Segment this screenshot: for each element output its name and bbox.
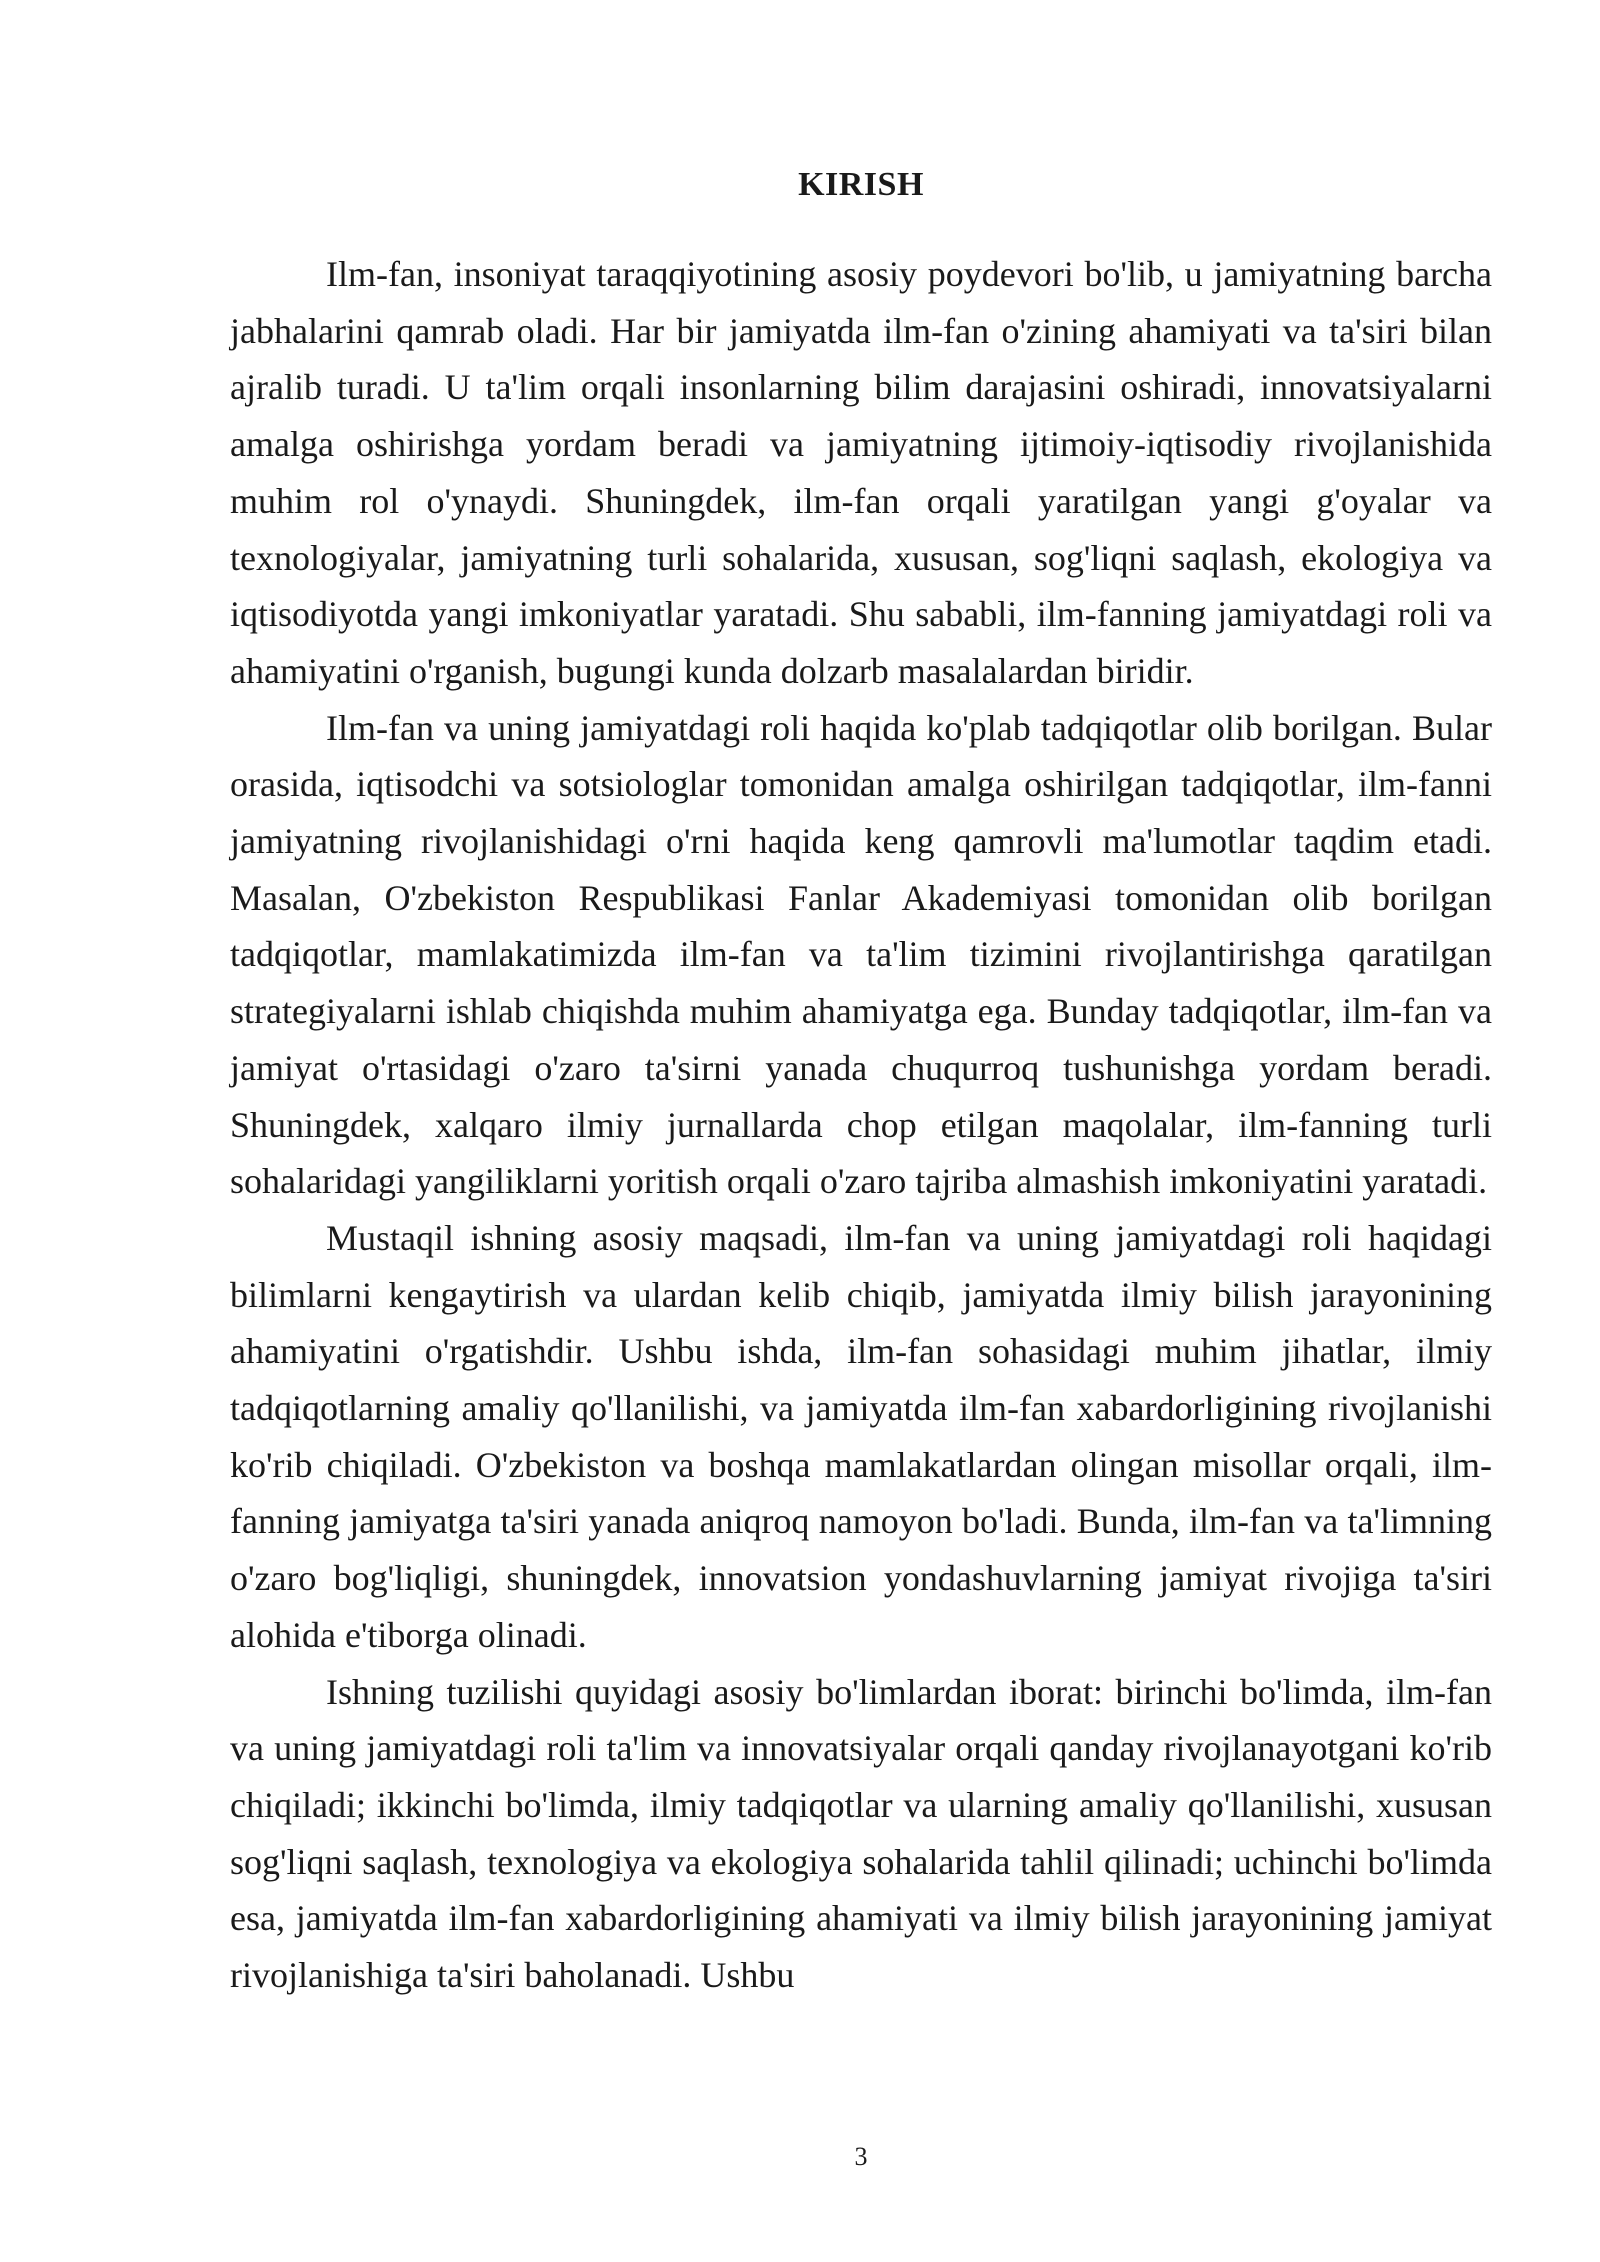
paragraph-4: Ishning tuzilishi quyidagi asosiy bo'limlardan iborat: birinchi bo'limda, ilm-fan va uning jamiyatdagi roli ta'lim va innovatsiyalar orqali qanday rivojlanayotgani ko'rib chiqiladi; ikkinchi bo'limda, ilmiy tadqiqotlar va ularning amaliy qo'llanilishi, xususan sog'liqni saqlash, texnologiya va ekologiya sohalarida tahlil qilinadi; uchinchi bo'limda esa, jamiyatda ilm-fan xabardorligining ahamiyati va ilmiy bilish jarayonining jamiyat rivojlanishiga ta'siri baholanadi. Ushbu — [230, 1671, 1492, 1996]
paragraph-2: Ilm-fan va uning jamiyatdagi roli haqida ko'plab tadqiqotlar olib borilgan. Bular orasida, iqtisodchi va sotsiologlar tomonidan amalga oshirilgan tadqiqotlar, ilm-fanni jamiyatning rivojlanishidagi o'rni haqida keng qamrovli ma'lumotlar taqdim etadi. Masalan, O'zbekiston Respublikasi Fanlar Akademiyasi tomonidan olib borilgan tadqiqotlar, mamlakatimizda ilm-fan va ta'lim tizimini rivojlantirishga qaratilgan strategiyalarni ishlab chiqishda muhim ahamiyatga ega. Bunday tadqiqotlar, ilm-fan va jamiyat o'rtasidagi o'zaro ta'sirni yanada chuqurroq tushunishga yordam beradi. Shuningdek, xalqaro ilmiy jurnallarda chop etilgan maqolalar, ilm-fanning turli sohalaridagi yangiliklarni yoritish orqali o'zaro tajriba almashish imkoniyatini yaratadi. — [230, 707, 1492, 1202]
page-content — [230, 164, 1492, 2004]
page-number: 3 — [854, 2142, 868, 2171]
section-title: KIRISH — [798, 166, 924, 203]
paragraph-3: Mustaqil ishning asosiy maqsadi, ilm-fan va uning jamiyatdagi roli haqidagi bilimlarni kengaytirish va ulardan kelib chiqib, jamiyatda ilmiy bilish jarayonining ahamiyatini o'rgatishdir. Ushbu ishda, ilm-fan sohasidagi muhim jihatlar, ilmiy tadqiqotlarning amaliy qo'llanilishi, va jamiyatda ilm-fan xabardorligining rivojlanishi ko'rib chiqiladi. O'zbekiston va boshqa mamlakatlardan olingan misollar orqali, ilm-fanning jamiyatga ta'siri yanada aniqroq namoyon bo'ladi. Bunda, ilm-fan va ta'limning o'zaro bog'liqligi, shuningdek, innovatsion yondashuvlarning jamiyat rivojiga ta'siri alohida e'tiborga olinadi. — [230, 1217, 1492, 1655]
paragraph-1: Ilm-fan, insoniyat taraqqiyotining asosiy poydevori bo'lib, u jamiyatning barcha jabhalarini qamrab oladi. Har bir jamiyatda ilm-fan o'zining ahamiyati va ta'siri bilan ajralib turadi. U ta'lim orqali insonlarning bilim darajasini oshiradi, innovatsiyalarni amalga oshirishga yordam beradi va jamiyatning ijtimoiy-iqtisodiy rivojlanishida muhim rol o'ynaydi. Shuningdek, ilm-fan orqali yaratilgan yangi g'oyalar va texnologiyalar, jamiyatning turli sohalarida, xususan, sog'liqni saqlash, ekologiya va iqtisodiyotda yangi imkoniyatlar yaratadi. Shu sababli, ilm-fanning jamiyatdagi roli va ahamiyatini o'rganish, bugungi kunda dolzarb masalalardan biridir. — [230, 254, 1492, 691]
